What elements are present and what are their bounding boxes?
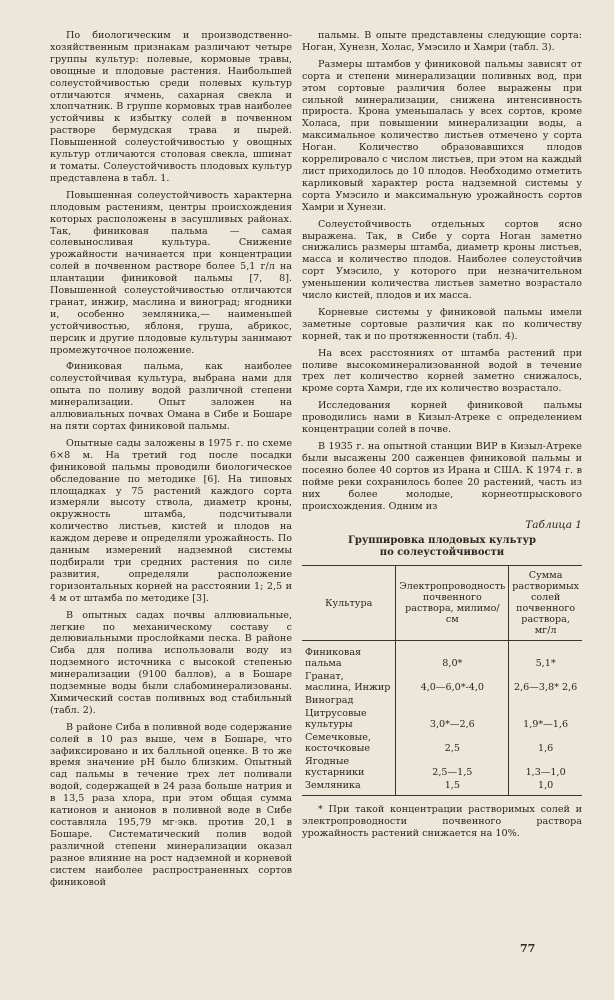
paragraph: Повышенная солеустойчивость характерна плодовым растениям, центры происхождения которых расположены в засушливых районах. Так, финиковая пальма — самая солевыносливая культура. Снижение урожайности начинается при концентрации солей в почвенном растворе более 5,1 г/л на плантации финиковой пальмы [7, 8]. Повышенной солеустойчивостью отличаются гранат, инжир, маслина и виноград; ягодники и, особенно земляника,— наименьшей устойчивостью, яблоня, груша, абрикос, персик и другие плодовые культуры занимают промежуточное положение.	[50, 189, 292, 356]
table-footnote: * При такой концентрации растворимых солей и электропроводности почвенного раствора урожайность растений снижается на 10%.	[302, 804, 582, 840]
cell-salts: 1,9*—1,6	[509, 707, 582, 731]
cell-conductivity: 1,5	[396, 779, 509, 796]
cell-salts: 2,6—3,8* 2,6	[509, 670, 582, 694]
right-text-column	[302, 30, 582, 840]
cell-salts	[509, 694, 582, 707]
left-text-column	[50, 30, 292, 893]
table-title-line2: по солеустойчивости	[379, 547, 505, 559]
paragraph: Размеры штамбов у финиковой пальмы зависят от сорта и степени минерализации поливных вод, при этом сортовые различия более выражены при сильной минерализации, снижена интенсивность прироста. Крона уменьшалась у всех сортов, кроме Холаса, при повышении минерализации воды, а максимальное количество листьев отмечено у сорта Ноган. Количество образовавшихся плодов коррелировало с числом листьев, при этом на каждый лист приходилось до 10 плодов. Необходимо отметить карликовый характер роста надземной системы у сорта Умэсило и максимальную урожайность сортов Хамри и Хунези.	[302, 58, 582, 213]
cell-salts: 5,1*	[509, 641, 582, 671]
table-row	[302, 731, 582, 755]
cell-culture: Земляника	[305, 780, 361, 792]
paragraph: По биологическим и производственно-хозяйственным признакам различают четыре группы культур: полевые, кормовые травы, овощные и плодовые растения. Наибольшей солеустойчивостью среди полевых культур отличаются ячмень, сахарная свекла и хлопчатник. В группе кормовых трав наиболее устойчивы к избытку солей в почвенном растворе бермудская трава и пырей. Повышенной солеустойчивостью у овощных культур отличаются столовая свекла, шпинат и томаты. Солеустойчивость плодовых культур представлена в табл. 1.	[50, 30, 292, 184]
paragraph: Опытные сады заложены в 1975 г. по схеме 6×8 м. На третий год после посадки финиковой пальмы проводили биологическое обследование по методике [6]. На типовых площадках у 75 растений каждого сорта измеряли высоту ствола, диаметр кроны, окружность штамба, подсчитывали количество листьев, кистей и плодов на каждом дереве и определяли урожайность. По данным измерений надземной системы подбирали три средних растения по силе развития, определяли расположение горизонтальных корней на расстоянии 1; 2,5 и 4 м от штамба по методике [3].	[50, 437, 292, 604]
table-row	[302, 755, 582, 779]
table-row	[302, 779, 582, 796]
paragraph: Финиковая пальма, как наиболее солеустойчивая культура, выбрана нами для опыта по поливу водой различной степени минерализации. Опыт заложен на аллювиальных почвах Омана в Сибе и Бошаре на пяти сортах финиковой пальмы.	[50, 361, 292, 432]
table-row	[302, 707, 582, 731]
cell-culture: Финиковая пальма	[305, 647, 362, 670]
page-number: 77	[520, 942, 536, 955]
cell-culture: Виноград	[305, 695, 354, 707]
header-culture: Культура	[302, 566, 396, 641]
cell-culture: Гранат, маслина, Инжир	[305, 671, 391, 694]
cell-conductivity	[396, 694, 509, 707]
paragraph: Солеустойчивость отдельных сортов ясно выражена. Так, в Сибе у сорта Ноган заметно снижались размеры штамба, диаметр кроны листьев, масса и количество плодов. Наиболее солеустойчив сорт Умэсило, у которого при незначительном уменьшении количества листьев заметно возрастало число кистей, плодов и их масса.	[302, 218, 582, 302]
cell-conductivity: 8,0*	[396, 641, 509, 671]
cell-culture: Ягодные кустарники	[305, 756, 365, 779]
header-salts: Сумма растворимых солей почвенного раствора, мг/л	[509, 566, 582, 641]
table-row	[302, 694, 582, 707]
salt-tolerance-table	[302, 565, 582, 796]
paragraph: Исследования корней финиковой пальмы проводились нами в Кизыл-Атреке с определением концентрации солей в почве.	[302, 400, 582, 436]
header-conductivity: Электропроводность почвенного раствора, милимо/см	[396, 566, 509, 641]
cell-salts: 1,3—1,0	[509, 755, 582, 779]
paragraph: пальмы. В опыте представлены следующие сорта: Ноган, Хунезн, Холас, Умэсило и Хамри (табл. 3).	[302, 30, 582, 53]
cell-conductivity: 2,5	[396, 731, 509, 755]
table-number: Таблица 1	[525, 519, 582, 532]
cell-conductivity: 3,0*—2,6	[396, 707, 509, 731]
table-title	[302, 535, 582, 559]
cell-salts: 1,0	[509, 779, 582, 796]
cell-culture: Семечковые, косточковые	[305, 732, 372, 755]
paragraph: В опытных садах почвы аллювиальные, легкие по механическому составу с делювиальными прослойками песка. В районе Сиба для полива использовали воду из подземного источника с высокой степенью минерализации (9100 баллов), а в Бошаре подземные воды были слабоминерализованы. Химический состав поливных вод стабильный (табл. 2).	[50, 609, 292, 716]
paragraph: В районе Сиба в поливной воде содержание солей в 10 раз выше, чем в Бошаре, что зафиксировано и их балльной оценке. В то же время значение pH было близким. Опытный сад пальмы в течение трех лет поливали водой, содержащей в 24 раза больше натрия и в 13,5 раза хлора, при этом общая сумма катионов и анионов в поливной воде в Сибе составляла 195,79 мг·экв. против 20,1 в Бошаре. Систематический полив водой различной степени минерализации оказал разное влияние на рост надземной и корневой систем наиболее распространенных сортов финиковой	[50, 721, 292, 888]
cell-salts: 1,6	[509, 731, 582, 755]
cell-culture: Цитрусовые культуры	[305, 708, 367, 731]
cell-conductivity: 4,0—6,0*-4,0	[396, 670, 509, 694]
table-title-line1: Группировка плодовых культур	[348, 535, 536, 547]
paragraph: В 1935 г. на опытной станции ВИР в Кизыл-Атреке были высажены 200 саженцев финиковой пальмы и посеяно более 40 сортов из Ирана и США. К 1974 г. в пойме реки сохранилось более 20 растений, часть из них более молодые, корнеотпрыскового происхождения. Одним из	[302, 441, 582, 512]
table-header-row	[302, 566, 582, 641]
paragraph: Корневые системы у финиковой пальмы имели заметные сортовые различия как по количеству корней, так и по протяженности (табл. 4).	[302, 306, 582, 342]
cell-conductivity: 2,5—1,5	[396, 755, 509, 779]
table-row	[302, 641, 582, 671]
table-row	[302, 670, 582, 694]
paragraph: На всех расстояниях от штамба растений при поливе высокоминерализованной водой в течение трех лет количество корней заметно снижалось, кроме сорта Хамри, где их количество возрастало.	[302, 347, 582, 395]
